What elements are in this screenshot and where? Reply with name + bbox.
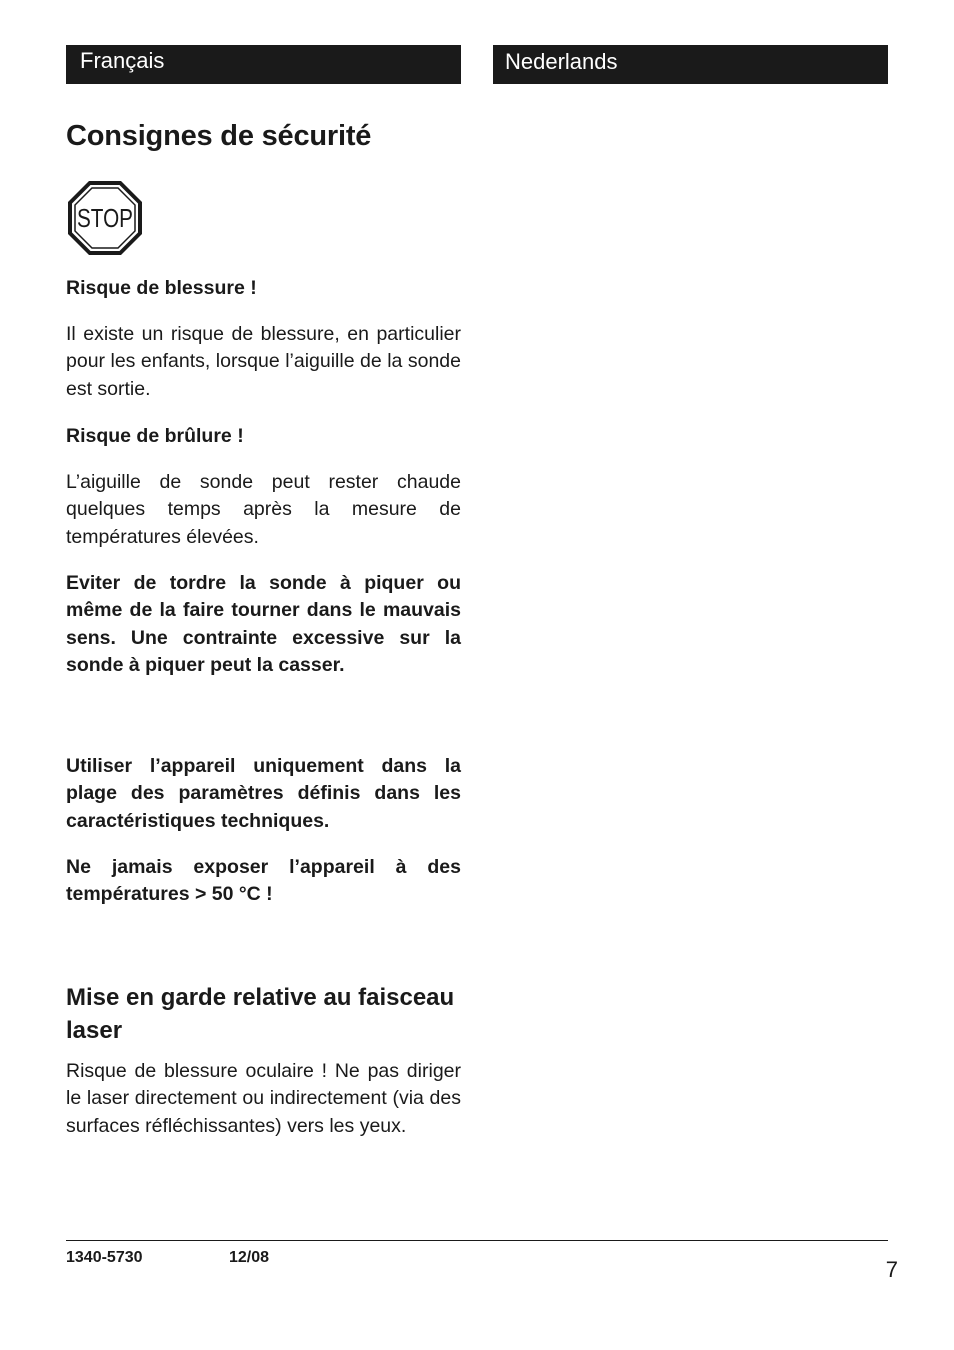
stop-sign-icon [66, 179, 144, 257]
heading-burn-risk: Risque de brûlure ! [66, 425, 244, 447]
language-label-french: Français [80, 48, 165, 73]
footer-date: 12/08 [229, 1249, 270, 1266]
laser-warning-text: Risque de blessure oculaire ! Ne pas diriger le laser directement ou indirectement (via des surfaces réfléchissantes) vers les yeux. [66, 1060, 461, 1137]
page-number: 7 [885, 1257, 898, 1282]
heading-injury-risk: Risque de blessure ! [66, 277, 257, 299]
page-title: Consignes de sécurité [66, 120, 372, 152]
laser-warning-heading: Mise en garde relative au faisceau laser [66, 984, 455, 1044]
footer-doc-number: 1340-5730 [66, 1249, 143, 1266]
warning-temperature: Ne jamais exposer l’appareil à des températures > 50 °C ! [66, 856, 461, 906]
warning-probe-twist: Eviter de tordre la sonde à piquer ou même de la faire tourner dans le mauvais sens. Une contrainte excessive sur la sonde à piquer peut la casser. [66, 572, 461, 676]
language-bar-dutch [493, 45, 888, 84]
text-injury-risk: Il existe un risque de blessure, en particulier pour les enfants, lorsque l’aiguille de la sonde est sortie. [66, 323, 461, 400]
text-burn-risk: L’aiguille de sonde peut rester chaude quelques temps après la mesure de températures élevées. [66, 471, 461, 548]
language-label-dutch: Nederlands [505, 49, 618, 74]
language-bar-french [66, 45, 461, 84]
warning-parameters: Utiliser l’appareil uniquement dans la plage des paramètres définis dans les caractéristiques techniques. [66, 755, 461, 832]
stop-sign-text: STOP [77, 203, 133, 233]
footer-divider [66, 1240, 888, 1241]
